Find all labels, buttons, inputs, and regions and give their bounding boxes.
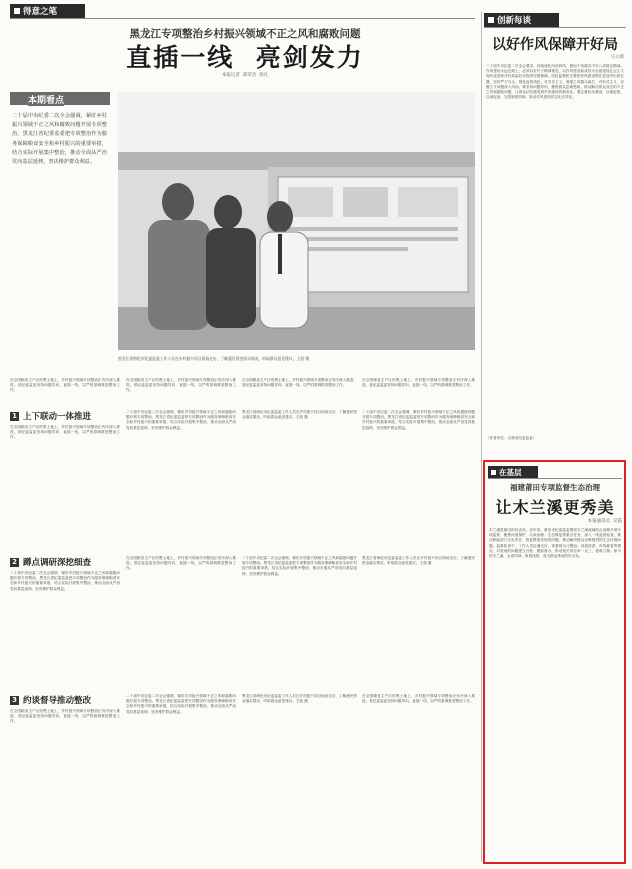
lead-headline: 直插一线 亮剑发力	[126, 43, 364, 72]
section-2-number: 2	[10, 558, 19, 567]
section-1-body-1: 在全国粮食主产区的黑土地上，乡村振兴领域专项整治正有序深入推进。省纪委监委坚持问题导向，直插一线，以严的基调推进整治工作。	[10, 425, 120, 440]
photo-illustration	[118, 92, 475, 350]
section-2-body-3: 二十届中央纪委二次全会强调，紧盯乡村振兴领域不正之风和腐败问题开展专项整治。黑龙江省纪委监委把专项整治作为服务保障粮食安全和乡村振兴的重要举措，结合实际开展集中整治，推动全面从严治党向基层延伸，坚决维护群众利益。	[242, 556, 357, 576]
highlights-box	[10, 92, 110, 372]
feature-tag-label: 在基层	[499, 467, 522, 477]
square-icon	[491, 470, 496, 475]
highlights-text: 二十届中央纪委二次全会强调，紧盯乡村振兴领域不正之风和腐败问题开展专项整治。黑龙江省纪委监委把专项整治作为服务保障粮食安全和乡村振兴的重要举措，结合实际开展集中整治，推动全面从严治党向基层延伸，坚决维护群众利益。	[12, 113, 107, 166]
commentary-byline: 马立新	[610, 55, 624, 60]
feature-byline: 本报通讯员 吴霞	[587, 519, 622, 524]
section-1-body-3: 黑龙江省海伦市纪委监委工作人员在乡村振兴项目现场走访，了解惠民资金落实情况，听取群众意见建议。王凯 摄	[242, 410, 357, 420]
section-1-body-2: 二十届中央纪委二次全会强调，紧盯乡村振兴领域不正之风和腐败问题开展专项整治。黑龙江省纪委监委把专项整治作为服务保障粮食安全和乡村振兴的重要举措，结合实际开展集中整治，推动全面从严治党向基层延伸，坚决维护群众利益。	[126, 410, 236, 430]
section-2-title: 蹲点调研深挖细查	[23, 558, 92, 568]
feature-text: 木兰溪是莆田的母亲河。近年来，莆田市纪委监委围绕木兰溪流域综合治理开展专项监督，聚焦河道保护、污染治理、生态修复等重点任务，深入一线监督检查，推动职能部门压实责任，督促整改发现的问题，推动解决群众反映强烈的生态环境问题。监督检查中，工作人员沿溪走访，查看排污口整治、河道清淤、岸线修复等情况，对发现的问题建立台账、跟踪督办，推动相关单位举一反三、建章立制。如今的木兰溪，水清岸绿、鱼翔浅底，成为群众休闲的好去处。	[489, 528, 621, 559]
section-2-body-4: 黑龙江省海伦市纪委监委工作人员在乡村振兴项目现场走访，了解惠民资金落实情况，听取群众意见建议。王凯 摄	[362, 556, 475, 566]
right-tag-rule	[484, 27, 626, 28]
feature-tag	[488, 466, 538, 478]
column-rule	[481, 12, 482, 862]
lead-intro-2: 在全国粮食主产区的黑土地上，乡村振兴领域专项整治正有序深入推进。省纪委监委坚持问题导向，直插一线，以严的基调推进整治工作。	[126, 378, 236, 393]
commentary-source: （作者单位：吉林省纪委监委）	[486, 436, 537, 440]
lead-photo	[118, 92, 475, 350]
commentary-headline: 以好作风保障开好局	[492, 37, 618, 53]
lead-intro-4: 在全国粮食主产区的黑土地上，乡村振兴领域专项整治正有序深入推进。省纪委监委坚持问题导向，直插一线，以严的基调推进整治工作。	[362, 378, 475, 388]
section-3-body-4: 在全国粮食主产区的黑土地上，乡村振兴领域专项整治正有序深入推进。省纪委监委坚持问题导向，直插一线，以严的基调推进整治工作。	[362, 694, 475, 704]
left-column-tag-label: 得意之笔	[23, 7, 58, 17]
section-2-body-1: 二十届中央纪委二次全会强调，紧盯乡村振兴领域不正之风和腐败问题开展专项整治。黑龙江省纪委监委把专项整治作为服务保障粮食安全和乡村振兴的重要举措，结合实际开展集中整治，推动全面从严治党向基层延伸，坚决维护群众利益。	[10, 571, 120, 591]
square-icon	[14, 8, 20, 14]
photo-caption: 黑龙江省海伦市纪委监委工作人员在乡村振兴项目现场走访，了解惠民资金落实情况，听取群众意见建议。王凯 摄	[118, 356, 310, 361]
section-1-title: 上下联动一体推进	[23, 412, 92, 422]
right-column-tag	[484, 13, 559, 27]
section-3-title: 约谈督导推动整改	[23, 696, 92, 706]
feature-box	[483, 460, 626, 864]
section-2-body-2: 在全国粮食主产区的黑土地上，乡村振兴领域专项整治正有序深入推进。省纪委监委坚持问题导向，直插一线，以严的基调推进整治工作。	[126, 556, 236, 571]
lead-kicker: 黑龙江专项整治乡村振兴领域不正之风和腐败问题	[129, 28, 361, 40]
section-3-number: 3	[10, 696, 19, 705]
lead-byline: 本报记者 郑荣杰 徐凡	[221, 73, 269, 78]
section-1-number: 1	[10, 412, 19, 421]
feature-kicker: 福建莆田专项监督生态治理	[510, 483, 600, 492]
right-column-tag-label: 创新每谈	[497, 16, 532, 26]
lead-intro-3: 在全国粮食主产区的黑土地上，乡村振兴领域专项整治正有序深入推进。省纪委监委坚持问题导向，直插一线，以严的基调推进整治工作。	[242, 378, 357, 388]
commentary-text: 二十届中央纪委二次全会要求，持续深化纠治四风，锲而不舍落实中央八项规定精神。作风建设永远在路上，必须以钉钉子精神推进，以作风建设新成效为全面建设社会主义现代化国家开好局起好步提供坚强保障。纪检监察机关要把作风建设摆在更加突出的位置，坚持严字当头，强化监督执纪，对享乐主义、奢靡之风露头就打，对形式主义、官僚主义问题深入纠治。要坚持问题导向，聚焦群众急难愁盼，推动解决群众身边的不正之风和腐败问题，让群众切实感受到作风建设的新变化。要注重标本兼治，以案促改、以案促治，完善制度机制，推动作风建设常态化长效化。	[486, 64, 624, 100]
left-column-tag	[10, 4, 85, 18]
section-3-body-2: 二十届中央纪委二次全会强调，紧盯乡村振兴领域不正之风和腐败问题开展专项整治。黑龙江省纪委监委把专项整治作为服务保障粮食安全和乡村振兴的重要举措，结合实际开展集中整治，推动全面从严治党向基层延伸，坚决维护群众利益。	[126, 694, 236, 714]
feature-headline: 让木兰溪更秀美	[495, 498, 615, 517]
lead-intro-1: 在全国粮食主产区的黑土地上，乡村振兴领域专项整治正有序深入推进。省纪委监委坚持问题导向，直插一线，以严的基调推进整治工作。	[10, 378, 120, 393]
square-icon	[488, 17, 494, 23]
section-1-body-4: 二十届中央纪委二次全会强调，紧盯乡村振兴领域不正之风和腐败问题开展专项整治。黑龙江省纪委监委把专项整治作为服务保障粮食安全和乡村振兴的重要举措，结合实际开展集中整治，推动全面从严治党向基层延伸，坚决维护群众利益。	[362, 410, 475, 430]
feature-tag-rule	[488, 478, 622, 479]
highlights-title: 本期看点	[28, 93, 64, 106]
left-tag-rule	[10, 18, 475, 19]
section-3-body-3: 黑龙江省海伦市纪委监委工作人员在乡村振兴项目现场走访，了解惠民资金落实情况，听取群众意见建议。王凯 摄	[242, 694, 357, 704]
section-3-body-1: 在全国粮食主产区的黑土地上，乡村振兴领域专项整治正有序深入推进。省纪委监委坚持问题导向，直插一线，以严的基调推进整治工作。	[10, 709, 120, 724]
